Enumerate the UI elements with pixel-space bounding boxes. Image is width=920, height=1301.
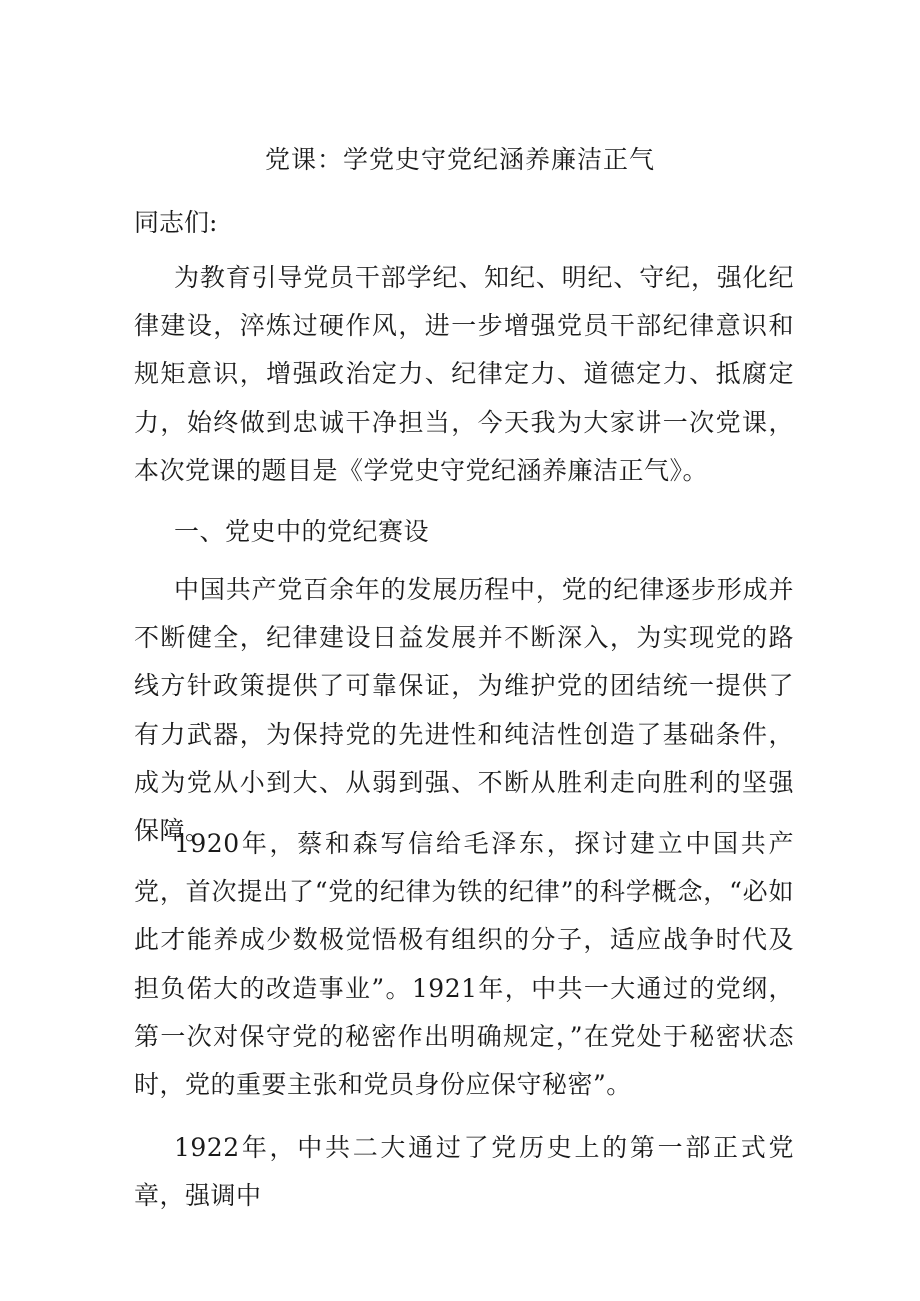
paragraph-history: 中国共产党百余年的发展历程中，党的纪律逐步形成并不断健全，纪律建设日益发展并不断深入，为实现党的路线方针政策提供了可靠保证，为维护党的团结统一提供了有力武器，为保持党的先进性和纯洁性创造了基础条件，成为党从小到大、从弱到强、不断从胜利走向胜利的坚强保障。 <box>134 575 794 846</box>
paragraph-1922: 1922年，中共二大通过了党历史上的第一部正式党章，强调中 <box>134 1133 794 1211</box>
paragraph-1920: 1920年，蔡和森写信给毛泽东，探讨建立中国共产党，首次提出了“党的纪律为铁的纪律”的科学概念，“必如此才能养成少数极觉悟极有组织的分子，适应战争时代及担负偌大的改造事业”。1921年，中共一大通过的党纲，第一次对保守党的秘密作出明确规定，”在党处于秘密状态时，党的重要主张和党员身份应保守秘密”。 <box>134 829 794 1100</box>
paragraph-intro: 为教育引导党员干部学纪、知纪、明纪、守纪，强化纪律建设，淬炼过硬作风，进一步增强党员干部纪律意识和规矩意识，增强政治定力、纪律定力、道德定力、抵腐定力，始终做到忠诚干净担当，今天我为大家讲一次党课，本次党课的题目是《学党史守党纪涵养廉洁正气》。 <box>134 263 794 485</box>
salutation: 同志们: <box>134 208 218 237</box>
section-heading: 一、党史中的党纪赛设 <box>174 517 430 546</box>
document-title: 党课：学党史守党纪涵养廉洁正气 <box>264 145 655 174</box>
